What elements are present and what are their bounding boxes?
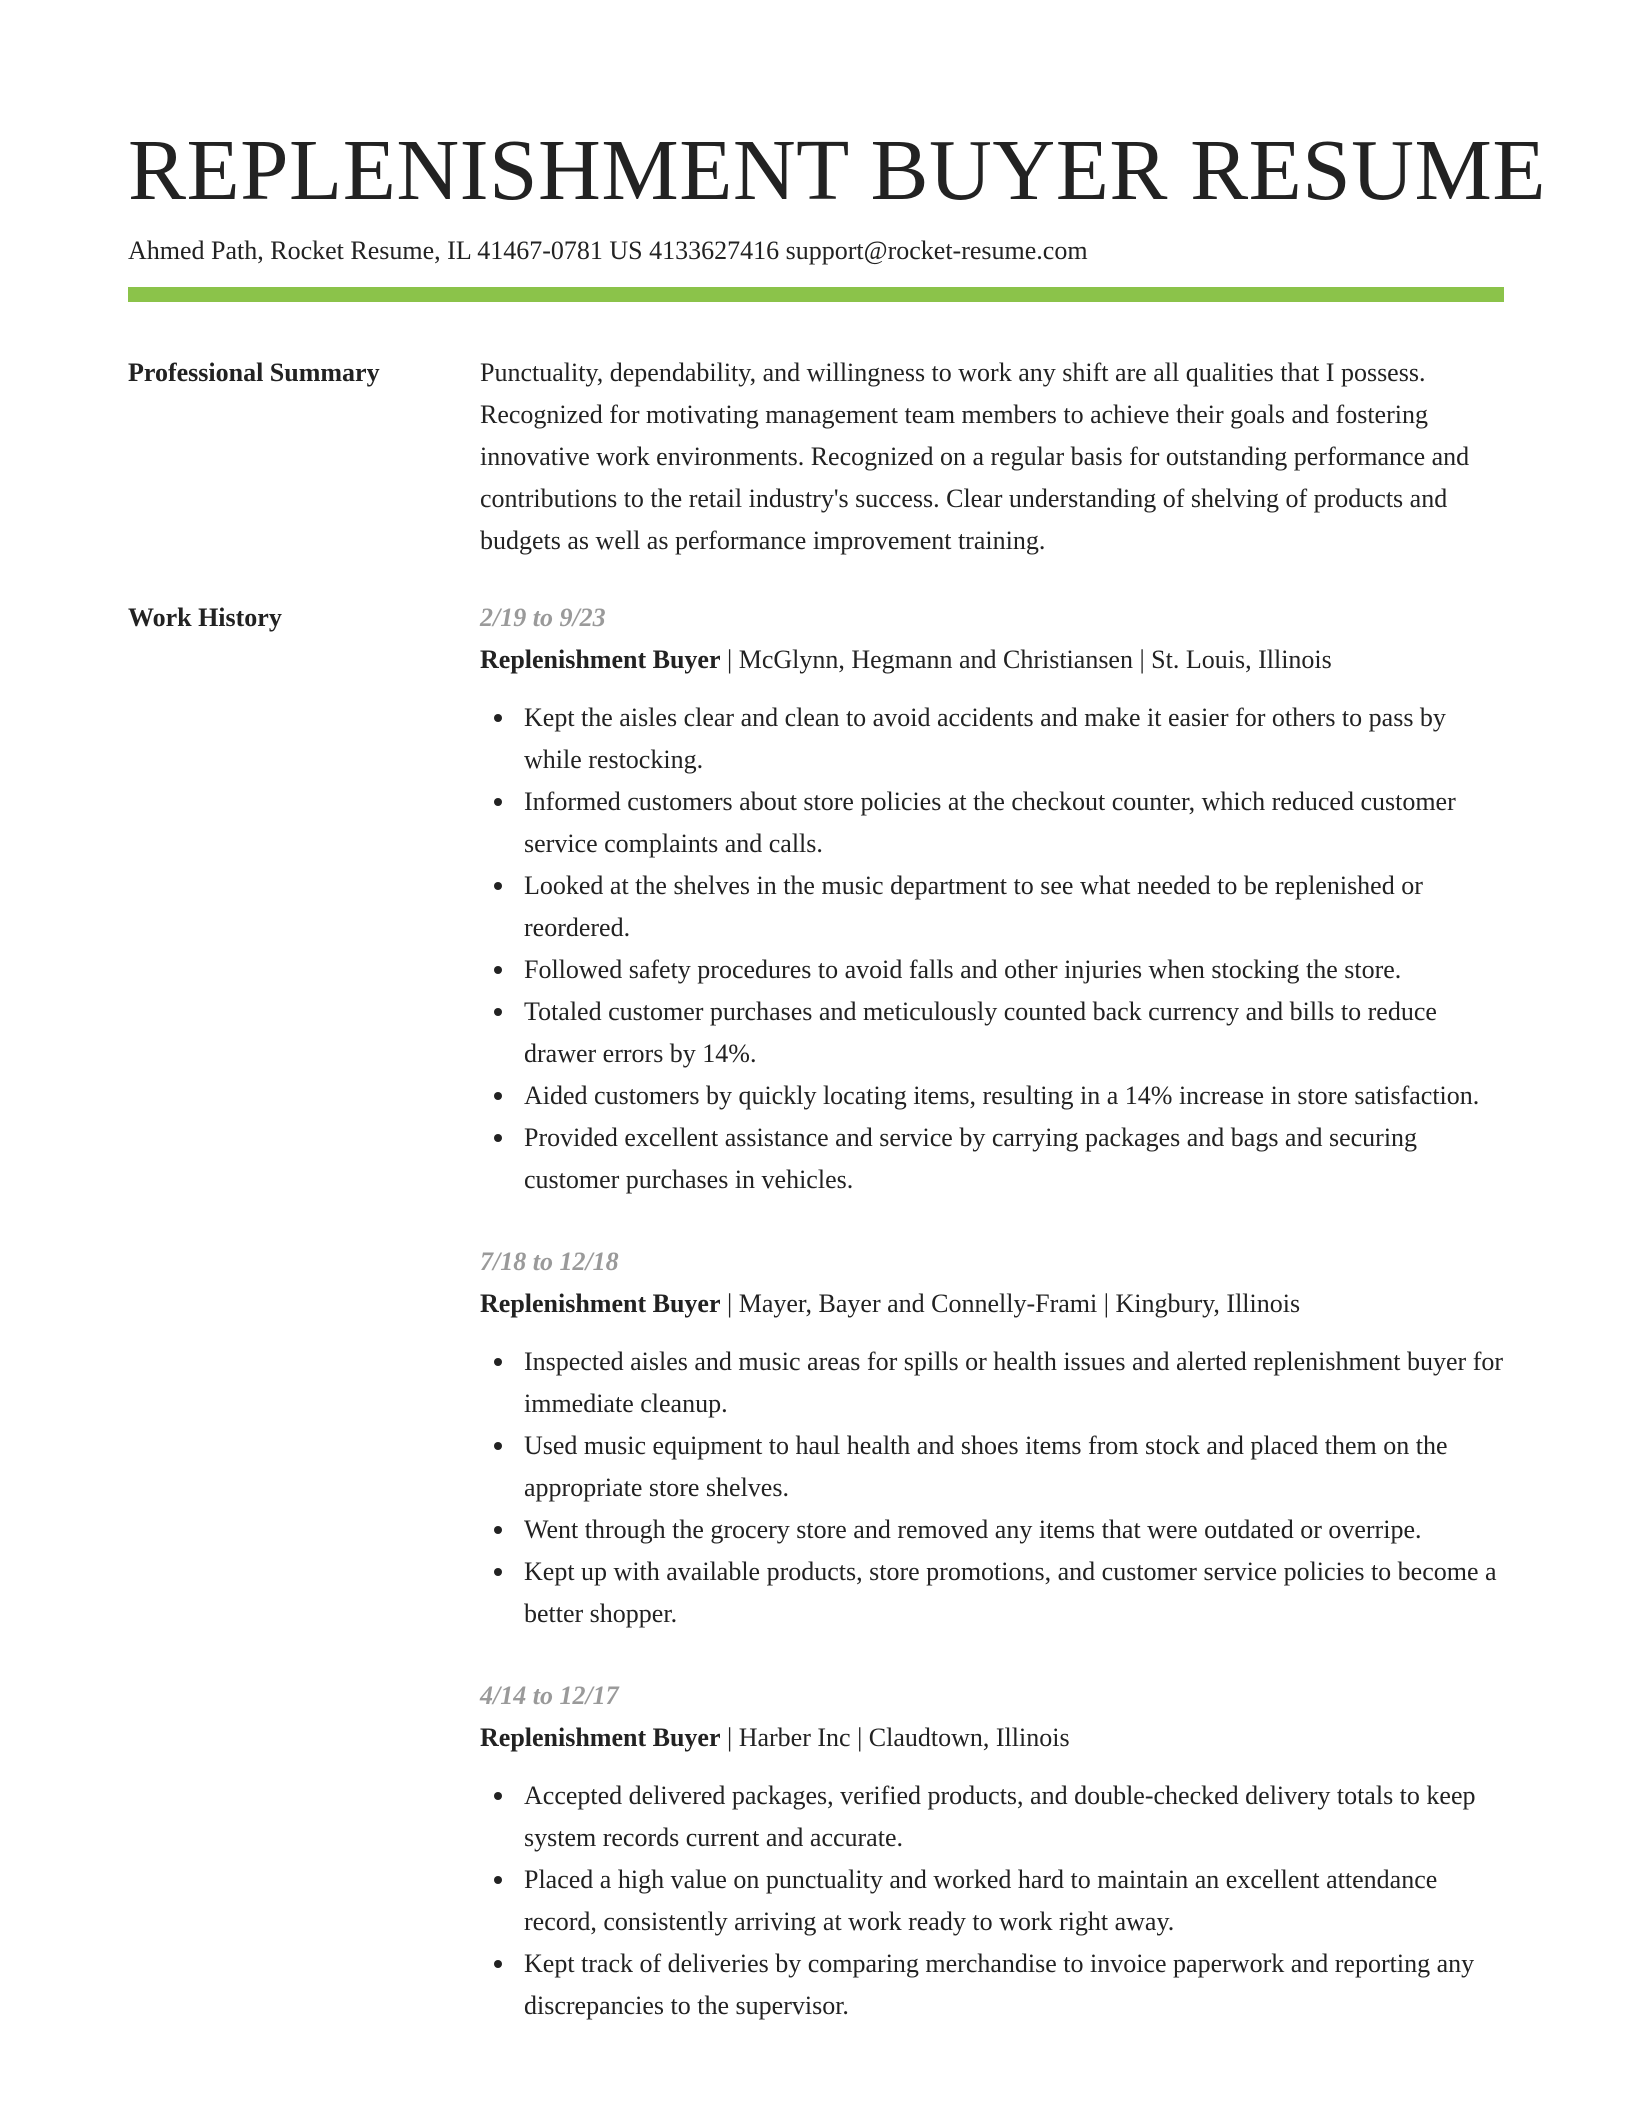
job-details: | Harber Inc | Claudtown, Illinois [720, 1723, 1070, 1752]
job-title: Replenishment Buyer [480, 1723, 721, 1752]
job-details: | Mayer, Bayer and Connelly-Frami | Kingbury, Illinois [720, 1289, 1301, 1318]
bullet-icon [494, 1526, 502, 1534]
bullet-text: Kept the aisles clear and clean to avoid accidents and make it easier for others to pass by while restocking. [524, 703, 1446, 774]
list-item [524, 1425, 1504, 1509]
bullet-text: Accepted delivered packages, verified products, and double-checked delivery totals to keep system records current and accurate. [524, 1781, 1476, 1852]
bullet-icon [494, 1960, 502, 1968]
bullet-text: Went through the grocery store and removed any items that were outdated or overripe. [524, 1515, 1422, 1544]
job-entry [480, 597, 1504, 1201]
section-label-summary: Professional Summary [128, 358, 380, 387]
bullet-icon [494, 1442, 502, 1450]
bullet-icon [494, 1568, 502, 1576]
job-entry [480, 1241, 1504, 1635]
job-heading [480, 1283, 1504, 1325]
job-heading [480, 639, 1504, 681]
list-item [524, 949, 1504, 991]
list-item [524, 697, 1504, 781]
bullet-text: Inspected aisles and music areas for spills or health issues and alerted replenishment buyer for immediate cleanup. [524, 1347, 1504, 1418]
bullet-icon [494, 714, 502, 722]
resume-page [128, 0, 1546, 2067]
job-bullet-list [480, 1341, 1504, 1635]
bullet-text: Provided excellent assistance and service by carrying packages and bags and securing customer purchases in vehicles. [524, 1123, 1418, 1194]
job-title: Replenishment Buyer [480, 1289, 721, 1318]
list-item [524, 1075, 1504, 1117]
section-label-work-history: Work History [128, 603, 282, 632]
list-item [524, 865, 1504, 949]
bullet-text: Totaled customer purchases and meticulously counted back currency and bills to reduce drawer errors by 14%. [524, 997, 1437, 1068]
bullet-icon [494, 1358, 502, 1366]
list-item [524, 1341, 1504, 1425]
job-bullet-list [480, 1775, 1504, 2027]
bullet-text: Aided customers by quickly locating items, resulting in a 14% increase in store satisfaction. [524, 1081, 1480, 1110]
bullet-text: Placed a high value on punctuality and worked hard to maintain an excellent attendance record, consistently arriving at work ready to work right away. [524, 1865, 1438, 1936]
bullet-icon [494, 882, 502, 890]
bullet-icon [494, 1134, 502, 1142]
bullet-icon [494, 1008, 502, 1016]
list-item [524, 781, 1504, 865]
job-details: | McGlynn, Hegmann and Christiansen | St. Louis, Illinois [720, 645, 1332, 674]
summary-text: Punctuality, dependability, and willingness to work any shift are all qualities that I possess. Recognized for motivating management team members to achieve their goals and fostering innovative work environments. Recognized on a regular basis for outstanding performance and contributions to the retail industry's success. Clear understanding of shelving of products and budgets as well as performance improvement training. [480, 358, 1470, 555]
list-item [524, 1509, 1504, 1551]
contact-info: Ahmed Path, Rocket Resume, IL 41467-0781 US 4133627416 support@rocket-resume.com [128, 236, 1088, 265]
summary-body [480, 352, 1504, 562]
list-item [524, 991, 1504, 1075]
bullet-text: Informed customers about store policies at the checkout counter, which reduced customer service complaints and calls. [524, 787, 1456, 858]
work-history-body [480, 597, 1504, 2067]
job-dates: 7/18 to 12/18 [480, 1247, 619, 1276]
bullet-text: Looked at the shelves in the music department to see what needed to be replenished or reordered. [524, 871, 1423, 942]
list-item [524, 1859, 1504, 1943]
bullet-icon [494, 798, 502, 806]
accent-divider [128, 287, 1504, 302]
job-dates: 2/19 to 9/23 [480, 603, 606, 632]
bullet-text: Kept up with available products, store promotions, and customer service policies to become a better shopper. [524, 1557, 1497, 1628]
resume-title: REPLENISHMENT BUYER RESUME [128, 121, 1546, 218]
list-item [524, 1943, 1504, 2027]
list-item [524, 1117, 1504, 1201]
work-history-section [128, 597, 1504, 2067]
job-bullet-list [480, 697, 1504, 1201]
bullet-text: Followed safety procedures to avoid falls and other injuries when stocking the store. [524, 955, 1402, 984]
job-entry [480, 1675, 1504, 2027]
bullet-icon [494, 1792, 502, 1800]
bullet-icon [494, 1092, 502, 1100]
job-dates: 4/14 to 12/17 [480, 1681, 619, 1710]
bullet-icon [494, 966, 502, 974]
professional-summary-section [128, 352, 1504, 562]
bullet-text: Kept track of deliveries by comparing merchandise to invoice paperwork and reporting any discrepancies to the supervisor. [524, 1949, 1475, 2020]
bullet-text: Used music equipment to haul health and shoes items from stock and placed them on the appropriate store shelves. [524, 1431, 1448, 1502]
bullet-icon [494, 1876, 502, 1884]
job-heading [480, 1717, 1504, 1759]
list-item [524, 1551, 1504, 1635]
job-title: Replenishment Buyer [480, 645, 721, 674]
list-item [524, 1775, 1504, 1859]
